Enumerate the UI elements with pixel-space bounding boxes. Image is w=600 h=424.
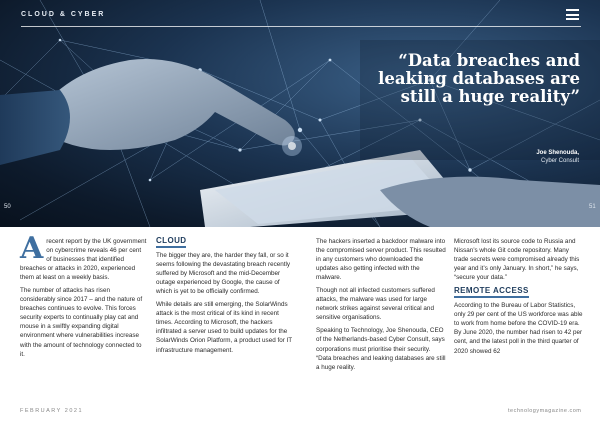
paragraph: Arecent report by the UK government on cybercrime reveals 46 per cent of businesses that identified breaches or attacks in 2020, experienced them at least on a weekly basis. (20, 231, 147, 282)
paragraph: Microsoft lost its source code to Russia and Nissan’s whole Git code repository. Many trade secrets were compromised already this year and it’s only January. In short,” he says, “secure your data.” (454, 238, 580, 282)
paragraph: While details are still emerging, the SolarWinds attack is the most critical of its kind in recent times. According to Microsoft, the hackers infiltrated a server used to build updates for the SolarWinds Orion Platform, a product used for IT infrastructure management. (156, 301, 293, 354)
hamburger-menu-icon[interactable] (566, 9, 579, 20)
article-column-2 (156, 237, 293, 359)
attribution-name: Joe Shenouda, (536, 150, 579, 156)
subheading-cloud: CLOUD (156, 236, 186, 248)
article-column-1 (20, 231, 147, 363)
top-bar (0, 0, 600, 30)
paragraph: Though not all infected customers suffered attacks, the malware was used for large network strikes against several critical and sensitive organisations. (316, 287, 435, 322)
article-column-4 (454, 237, 584, 360)
paragraph: The number of attacks has risen considerably since 2017 – and the nature of breaches continues to evolve. This forces security experts to continually play cat and mouse in a swiftly expanding digital environment where vulnerabilities increase with the amount of technology connected to it. (20, 287, 143, 358)
footer-website-link[interactable]: technologymagazine.com (508, 408, 582, 414)
footer-date: FEBRUARY 2021 (20, 408, 84, 414)
paragraph: According to the Bureau of Labor Statistics, only 29 per cent of the US workforce was able to work from home before the COVID-19 era. By June 2020, the number had risen to 42 per cent, and the latest poll in the third quarter of 2020 showed 62 (454, 302, 583, 355)
section-label[interactable]: CLOUD & CYBER (21, 11, 106, 18)
quote-attribution (480, 150, 579, 164)
page-number-left: 50 (4, 204, 11, 210)
paragraph: The hackers inserted a backdoor malware into the compromised server product. This resulted in any customers who downloaded the updates also getting infected with the malware. (316, 238, 446, 282)
article-column-3 (316, 237, 446, 376)
page-number-right: 51 (589, 204, 596, 210)
paragraph: The bigger they are, the harder they fall, or so it seems following the devastating breach recently suffered by Microsoft and the mid-December outage experienced by Google, the cause of which is yet to be officially confirmed. (156, 252, 291, 296)
pull-quote: “Data breaches and leaking databases are still a huge reality” (378, 51, 580, 106)
divider (21, 26, 581, 27)
attribution-title: Cyber Consult (540, 158, 579, 164)
paragraph: Speaking to Technology, Joe Shenouda, CEO of the Netherlands-based Cyber Consult, says corporations must prioritise their security. “Data breaches and leaking databases are still a huge reality. (316, 327, 446, 371)
subheading-remote-access: REMOTE ACCESS (454, 286, 529, 298)
drop-cap: A (20, 231, 44, 266)
